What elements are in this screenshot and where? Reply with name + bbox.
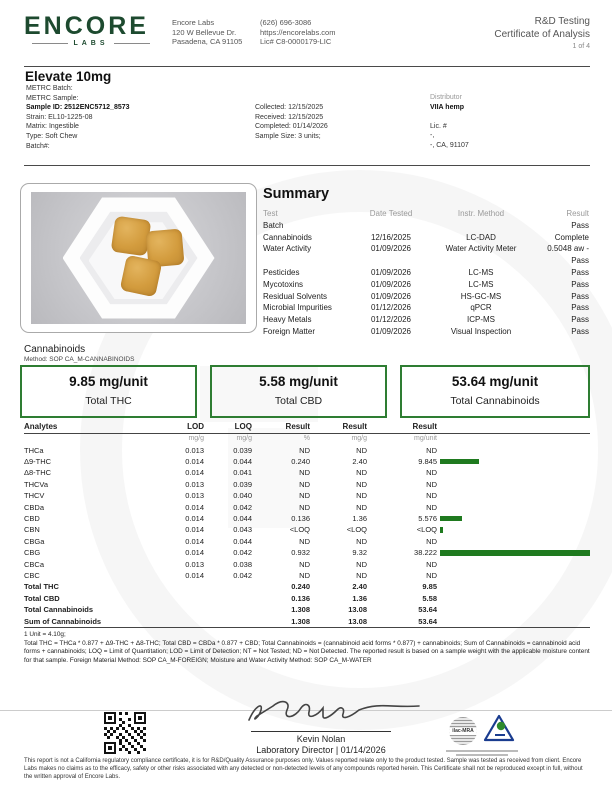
encore-labs-logo	[24, 13, 172, 50]
cell-mgg: 13.08	[348, 605, 367, 615]
cell-unit: ND	[426, 502, 437, 512]
distributor-name: VIIA hemp	[430, 103, 464, 111]
cell-result: Complete	[554, 232, 589, 242]
sample-title: Elevate 10mg	[25, 69, 112, 84]
distributor-block	[430, 93, 469, 151]
cell-test: Microbial Impurities	[263, 303, 332, 313]
unit-blank	[24, 434, 144, 445]
cell-bar	[437, 547, 590, 558]
cell-pct: ND	[299, 559, 310, 569]
cell-result: 0.5048 aw - Pass	[547, 244, 589, 266]
distributor-label: Distributor	[430, 94, 462, 101]
cell-name: CBC	[24, 570, 40, 580]
cell-name: THCVa	[24, 479, 49, 489]
unit-mgg: mg/g	[351, 435, 367, 442]
unit-mgunit: mg/unit	[414, 435, 437, 442]
cell-lod: 0.014	[185, 513, 204, 523]
distributor-license: Lic. #	[430, 122, 447, 130]
cell-bar	[437, 445, 590, 456]
col-result-mgg: Result	[342, 422, 367, 431]
cell-method: Visual Inspection	[450, 326, 512, 336]
cell-name: THCV	[24, 491, 45, 501]
signer-title: Laboratory Director | 01/14/2026	[256, 745, 386, 755]
cell-unit: 53.64	[418, 616, 437, 626]
cell-loq: 0.039	[233, 445, 252, 455]
cell-loq: 0.044	[233, 536, 252, 546]
cell-bar	[437, 502, 590, 513]
cell-lod: 0.014	[185, 468, 204, 478]
cell-bar	[437, 604, 590, 615]
cell-loq: 0.042	[233, 548, 252, 558]
cell-name: CBD	[24, 513, 40, 523]
matrix: Matrix: Ingestible	[26, 123, 79, 131]
cell-bar	[437, 467, 590, 478]
total-thc-row	[24, 581, 590, 592]
cell-mgg: ND	[356, 570, 367, 580]
calculation-note: Total THC = THCa * 0.877 + Δ9-THC + Δ8-THC; Total CBD = CBDa * 0.877 + CBD; Total Cannabinoids = (cannabinoid acid forms * 0.877) + cannabinoids; Sum of Cannabinoids = cannabinoid acid forms + cannabinoids; LOQ = Limit of Quantitation; LOD = Limit of Detection; NT = Not Tested; ND = Not Detected. The reported result is based on a sample weight with the applicable moisture content for that sample. Foreign Material Method: SOP CA_M-FOREIGN; Moisture and Water Activity Method: SOP CA_M-WATER	[24, 639, 590, 664]
analyte-row	[24, 502, 590, 513]
cell-date: 01/09/2026	[370, 279, 412, 289]
summary-row	[263, 267, 589, 279]
cell-unit: ND	[426, 491, 437, 501]
cell-unit: 53.64	[418, 605, 437, 615]
cell-name: Δ9-THC	[24, 456, 52, 466]
cell-mgg: ND	[356, 502, 367, 512]
cell-pct: ND	[299, 491, 310, 501]
cell-loq	[204, 593, 252, 604]
cell-result: Pass	[571, 279, 589, 289]
sample-photo-frame	[20, 183, 257, 333]
cell-pct: 0.932	[291, 548, 310, 558]
caption-line	[446, 750, 518, 752]
cell-lod: 0.014	[185, 570, 204, 580]
logo-rule-left	[32, 43, 68, 44]
cell-mgg: ND	[356, 468, 367, 478]
accreditation-caption	[446, 748, 518, 756]
cell-name: CBG	[24, 548, 41, 558]
cell-result: Pass	[571, 291, 589, 301]
summary-row	[263, 243, 589, 267]
header-divider	[24, 66, 590, 67]
cell-date: 01/09/2026	[370, 244, 412, 254]
col-result-unit: Result	[412, 422, 437, 431]
lab-license: Lic# C8-0000179-LIC	[260, 37, 332, 46]
cell-pct: 0.240	[291, 582, 310, 592]
summary-row	[263, 291, 589, 303]
cell-method: LC-MS	[468, 279, 494, 289]
summary-section	[263, 186, 589, 338]
qr-code	[104, 712, 146, 754]
cell-pct: ND	[299, 468, 310, 478]
cell-pct: ND	[299, 479, 310, 489]
header	[24, 13, 590, 50]
cell-lod	[144, 581, 204, 592]
signer-name: Kevin Nolan	[296, 734, 346, 744]
cell-lod: 0.013	[185, 559, 204, 569]
total-thc-value: 9.85 mg/unit	[69, 374, 148, 389]
total-cbd-box	[210, 365, 387, 418]
cell-mgg: ND	[356, 559, 367, 569]
cell-pct: <LOQ	[289, 525, 310, 535]
lab-address-line2: Pasadena, CA 91105	[172, 37, 243, 46]
cell-mgg: 1.36	[352, 513, 367, 523]
lab-website: https://encorelabs.com	[260, 27, 336, 37]
analyte-row	[24, 467, 590, 478]
cannabinoids-footnote	[24, 631, 590, 665]
cell-mgg: ND	[356, 536, 367, 546]
cell-loq	[204, 581, 252, 592]
col-result: Result	[566, 209, 589, 218]
lab-contact-block	[260, 18, 380, 50]
cell-bar	[437, 581, 590, 592]
col-test: Test	[263, 209, 278, 218]
cell-unit: ND	[426, 570, 437, 580]
cell-method: HS-GC-MS	[460, 291, 502, 301]
cell-pct: ND	[299, 536, 310, 546]
cannabinoids-method: Method: SOP CA_M-CANNABINOIDS	[24, 356, 135, 363]
cell-name: CBGa	[24, 536, 45, 546]
metrc-sample: METRC Sample:	[26, 94, 79, 102]
cell-unit: ND	[426, 479, 437, 489]
cell-lod: 0.013	[185, 479, 204, 489]
cell-pct: 0.240	[291, 456, 310, 466]
cell-unit: <LOQ	[416, 525, 437, 535]
cell-unit: 9.845	[418, 456, 437, 466]
cell-unit: 38.222	[414, 548, 437, 558]
collected-date: Collected: 12/15/2025	[255, 104, 324, 111]
cell-bar	[437, 490, 590, 501]
cell-bar	[437, 570, 590, 581]
signature-icon	[221, 696, 421, 726]
unit-weight-note: 1 Unit = 4.10g;	[24, 631, 66, 638]
cell-mgg: 2.40	[352, 582, 367, 592]
cell-bar	[437, 559, 590, 570]
cell-result: Pass	[571, 267, 589, 277]
total-cbd-label: Total CBD	[274, 395, 323, 407]
logo-rule-right	[114, 43, 150, 44]
cell-lod: 0.013	[185, 445, 204, 455]
total-thc-label: Total THC	[85, 395, 132, 407]
cell-date	[355, 220, 427, 232]
cell-test: Residual Solvents	[263, 291, 328, 301]
sample-info-dates	[255, 103, 328, 141]
cell-result: Pass	[571, 315, 589, 325]
received-date: Received: 12/15/2025	[255, 113, 324, 121]
cell-lod	[144, 593, 204, 604]
cell-bar	[437, 479, 590, 490]
analyte-row	[24, 524, 590, 535]
lab-address-block	[172, 18, 260, 50]
sample-size: Sample Size: 3 units;	[255, 132, 321, 140]
sample-id: Sample ID: 2512ENC5712_8573	[26, 104, 130, 112]
cell-name: Δ8-THC	[24, 468, 52, 478]
summary-row	[263, 326, 589, 338]
unit-bar	[437, 434, 590, 445]
cell-mgg: <LOQ	[346, 525, 367, 535]
cell-loq: 0.044	[233, 456, 252, 466]
completed-date: Completed: 01/14/2026	[255, 123, 328, 131]
summary-row	[263, 302, 589, 314]
cell-loq	[204, 616, 252, 627]
cell-method: LC-DAD	[466, 232, 496, 242]
cell-lod: 0.014	[185, 525, 204, 535]
cell-date: 01/09/2026	[370, 267, 412, 277]
cell-loq: 0.039	[233, 479, 252, 489]
cell-lod: 0.014	[185, 502, 204, 512]
cell-bar	[437, 616, 590, 627]
unit-lod: mg/g	[188, 435, 204, 442]
cell-bar	[437, 593, 590, 604]
cell-lod: 0.014	[185, 456, 204, 466]
cell-date: 12/16/2025	[370, 232, 412, 242]
summary-header-row	[263, 208, 589, 220]
cell-bar	[437, 524, 590, 535]
report-title: Certificate of Analysis	[494, 28, 590, 40]
cell-lod: 0.013	[185, 491, 204, 501]
cell-test: Water Activity	[263, 244, 312, 254]
total-cbd-row	[24, 593, 590, 604]
summary-row	[263, 314, 589, 326]
cell-test: Batch	[263, 220, 284, 230]
cell-loq: 0.043	[233, 525, 252, 535]
cell-unit: ND	[426, 468, 437, 478]
logo-sub-label: LABS	[73, 40, 109, 47]
cell-unit: 5.576	[418, 513, 437, 523]
col-lod: LOD	[187, 422, 204, 431]
cell-loq: 0.040	[233, 491, 252, 501]
cell-date: 01/12/2026	[370, 315, 412, 325]
cell-loq: 0.042	[233, 570, 252, 580]
total-cannabinoids-value: 53.64 mg/unit	[451, 374, 539, 389]
analyte-row	[24, 456, 590, 467]
analytes-header-row	[24, 421, 590, 434]
total-cannabinoids-label: Total Cannabinoids	[450, 395, 540, 407]
total-thc-box	[20, 365, 197, 418]
report-type: R&D Testing	[534, 16, 590, 27]
cell-unit: 9.85	[422, 582, 437, 592]
ilac-mra-logo	[449, 717, 477, 745]
result-bar	[440, 459, 479, 465]
analyte-row	[24, 570, 590, 581]
page-number: 1 of 4	[572, 43, 590, 50]
analyte-row	[24, 490, 590, 501]
cell-date: 01/09/2026	[370, 291, 412, 301]
cell-loq: 0.041	[233, 468, 252, 478]
cell-name: CBN	[24, 525, 40, 535]
cell-test: Heavy Metals	[263, 315, 312, 325]
cell-pct: ND	[299, 502, 310, 512]
cell-loq	[204, 604, 252, 615]
cell-result: Pass	[571, 303, 589, 313]
spacer	[430, 112, 469, 122]
cell-test: Foreign Matter	[263, 326, 316, 336]
summary-row	[263, 279, 589, 291]
cell-mgg: 1.36	[352, 593, 367, 603]
cell-unit: 5.58	[422, 593, 437, 603]
cell-test: Cannabinoids	[263, 232, 312, 242]
analyte-row	[24, 536, 590, 547]
cell-result: Pass	[571, 326, 589, 336]
cell-result: Pass	[571, 220, 589, 230]
batch-number: Batch#:	[26, 142, 50, 150]
cell-bar	[437, 536, 590, 547]
cell-test: Pesticides	[263, 267, 300, 277]
cell-pct: 0.136	[291, 593, 310, 603]
result-bar	[440, 516, 462, 522]
cell-mgg: ND	[356, 445, 367, 455]
cell-unit: ND	[426, 536, 437, 546]
analytes-units-row	[24, 434, 590, 445]
cell-name: Sum of Cannabinoids	[24, 616, 102, 626]
cell-pct: ND	[299, 570, 310, 580]
cell-date: 01/12/2026	[370, 303, 412, 313]
totals-boxes	[20, 365, 590, 418]
col-loq: LOQ	[234, 422, 252, 431]
cell-mgg: ND	[356, 491, 367, 501]
unit-loq: mg/g	[236, 435, 252, 442]
lab-phone: (626) 696-3086	[260, 18, 312, 27]
metrc-batch: METRC Batch:	[26, 85, 73, 92]
summary-row	[263, 232, 589, 244]
distributor-address2: -, CA, 91107	[430, 141, 469, 149]
result-bar	[440, 527, 443, 533]
cell-loq: 0.038	[233, 559, 252, 569]
cell-lod: 0.014	[185, 548, 204, 558]
summary-title: Summary	[263, 186, 330, 202]
total-cannabinoids-row	[24, 604, 590, 615]
type: Type: Soft Chew	[26, 132, 78, 140]
analytes-table	[24, 421, 590, 628]
unit-pct: %	[303, 435, 310, 442]
cell-loq: 0.042	[233, 502, 252, 512]
cell-name: CBCa	[24, 559, 45, 569]
cell-mgg: 13.08	[348, 616, 367, 626]
col-analytes: Analytes	[24, 422, 58, 431]
total-cbd-value: 5.58 mg/unit	[259, 374, 338, 389]
report-type-block	[494, 16, 590, 50]
cell-loq: 0.044	[233, 513, 252, 523]
ilac-mra-label: ilac-MRA	[449, 728, 477, 735]
cell-name: Total THC	[24, 582, 59, 592]
sum-cannabinoids-row	[24, 616, 590, 628]
distributor-address1: -,	[430, 132, 435, 140]
cell-name: THCa	[24, 445, 44, 455]
cell-bar	[437, 513, 590, 524]
cell-name: Total CBD	[24, 593, 60, 603]
total-cannabinoids-box	[400, 365, 590, 418]
cell-mgg: ND	[356, 479, 367, 489]
cell-method: LC-MS	[468, 267, 494, 277]
col-result-pct: Result	[285, 422, 310, 431]
pjla-logo	[483, 713, 515, 745]
signature-line	[251, 731, 391, 732]
cell-lod	[144, 604, 204, 615]
cell-method: qPCR	[470, 303, 492, 313]
lab-name: Encore Labs	[172, 18, 215, 27]
cell-mgg: 2.40	[352, 456, 367, 466]
signature-block	[216, 696, 426, 755]
cell-pct: 1.308	[291, 616, 310, 626]
cell-pct: 0.136	[291, 513, 310, 523]
cell-method	[427, 220, 535, 232]
cell-lod: 0.014	[185, 536, 204, 546]
col-bar	[437, 421, 590, 433]
col-instr-method: Instr. Method	[457, 209, 505, 218]
cell-mgg: 9.32	[352, 548, 367, 558]
analyte-row	[24, 559, 590, 570]
analyte-row	[24, 547, 590, 558]
logo-wordmark: ENCORE	[24, 12, 149, 40]
result-bar	[440, 550, 590, 556]
disclaimer-text: This report is not a California regulatory compliance certificate, it is for R&D/Quality Assurance purposes only. Values reported relate only to the product tested. Sample was tested as received from client. Encore Labs makes no claims as to the efficacy, safety or other risks associated with any detected or non-detected levels of any compounds reported herein. This Certificate shall not be reproduced except in full, without the written approval of Encore Labs.	[24, 758, 583, 780]
cell-method: ICP-MS	[467, 315, 495, 325]
cell-unit: ND	[426, 559, 437, 569]
sample-divider	[24, 165, 590, 166]
cell-bar	[437, 456, 590, 467]
cell-test: Mycotoxins	[263, 279, 304, 289]
cell-method: Water Activity Meter	[445, 244, 517, 254]
analyte-row	[24, 513, 590, 524]
caption-line	[456, 754, 508, 756]
strain: Strain: EL10-1225-08	[26, 113, 93, 121]
cell-date: 01/09/2026	[370, 326, 412, 336]
logo-subtitle	[32, 40, 150, 47]
sample-photo	[31, 192, 246, 324]
summary-row	[263, 220, 589, 232]
cell-pct: 1.308	[291, 605, 310, 615]
cell-lod	[144, 616, 204, 627]
cell-unit: ND	[426, 445, 437, 455]
analyte-row	[24, 445, 590, 456]
col-date-tested: Date Tested	[369, 209, 413, 218]
analyte-row	[24, 479, 590, 490]
lab-address-line1: 120 W Bellevue Dr.	[172, 27, 237, 37]
cell-name: CBDa	[24, 502, 45, 512]
cannabinoids-title: Cannabinoids	[24, 344, 86, 355]
cell-name: Total Cannabinoids	[24, 605, 94, 615]
sample-info-left	[26, 84, 130, 151]
cell-pct: ND	[299, 445, 310, 455]
gummy-3	[120, 255, 163, 298]
